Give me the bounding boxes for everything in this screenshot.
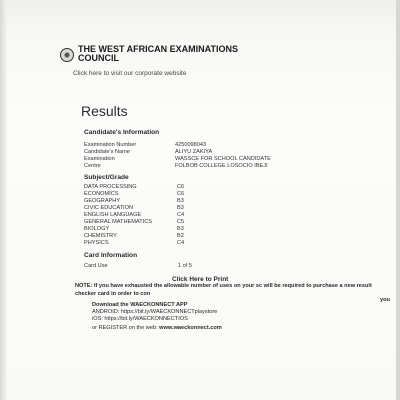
field-label: Candidate's Name	[84, 149, 130, 155]
subject-name: BIOLOGY	[84, 226, 110, 232]
subject-grade: C6	[177, 184, 185, 190]
field-value: 4250098043	[175, 142, 207, 148]
subject-grade: B3	[177, 226, 184, 232]
subject-name: DATA PROCESSING	[84, 184, 137, 190]
subject-grade: C6	[177, 191, 185, 197]
note-text-tail: you	[380, 297, 390, 303]
page-title: Results	[81, 103, 128, 119]
subject-name: CHEMISTRY	[84, 233, 117, 239]
subject-grade: C4	[177, 240, 185, 246]
subject-name: GENERAL MATHEMATICS	[84, 219, 152, 225]
scan-edge-left	[0, 0, 7, 400]
subject-name: GEOGRAPHY	[84, 198, 121, 204]
subject-name: ENGLISH LANGUAGE	[84, 212, 142, 218]
register-prefix: or REGISTER on the web:	[92, 325, 158, 331]
subject-grade: B3	[177, 198, 184, 204]
subject-grade: C5	[177, 219, 185, 225]
register-url-link[interactable]: www.waeckonnect.com	[159, 325, 222, 331]
scan-edge-right	[396, 0, 400, 400]
note-text: NOTE: If you have exhausted the allowable number of uses on your sc will be required to purchase a new result checker card in order to con	[75, 283, 372, 297]
subject-grade: B2	[177, 233, 184, 239]
print-link[interactable]: Click Here to Print	[172, 276, 229, 283]
card-info-heading: Card Information	[84, 252, 138, 259]
card-use-label: Card Use	[84, 263, 108, 269]
candidate-info-heading: Candidate's Information	[84, 129, 160, 136]
android-link[interactable]: ANDROID: https://bit.ly/WAECKONNECTplaystore	[92, 309, 218, 315]
subject-grade-heading: Subject/Grade	[84, 174, 129, 181]
waec-logo-icon	[60, 48, 74, 62]
subject-grade: C4	[177, 212, 185, 218]
card-use-value: 1 of 5	[178, 263, 192, 269]
field-label: Examination	[84, 156, 115, 162]
subject-name: PHYSICS	[84, 240, 109, 246]
register-line	[92, 325, 222, 331]
subject-name: ECONOMICS	[84, 191, 119, 197]
field-value: ALIYU ZAKIYA	[175, 149, 213, 155]
ios-link[interactable]: iOS: https://bit.ly/WAECKONNECTIOS	[92, 316, 188, 322]
download-app-heading: Download the WAECKONNECT APP	[92, 302, 188, 308]
field-value: FOLBOB COLLEGE LOSOCIO IBEJI	[175, 163, 268, 169]
corporate-website-link[interactable]: Click here to visit our corporate website	[73, 70, 187, 77]
subject-grade: B3	[177, 205, 184, 211]
field-label: Centre	[84, 163, 101, 169]
field-label: Examination Number	[84, 142, 137, 148]
org-name: THE WEST AFRICAN EXAMINATIONS COUNCIL	[78, 44, 238, 63]
field-value: WASSCE FOR SCHOOL CANDIDATE	[175, 156, 271, 162]
subject-name: CIVIC EDUCATION	[84, 205, 133, 211]
